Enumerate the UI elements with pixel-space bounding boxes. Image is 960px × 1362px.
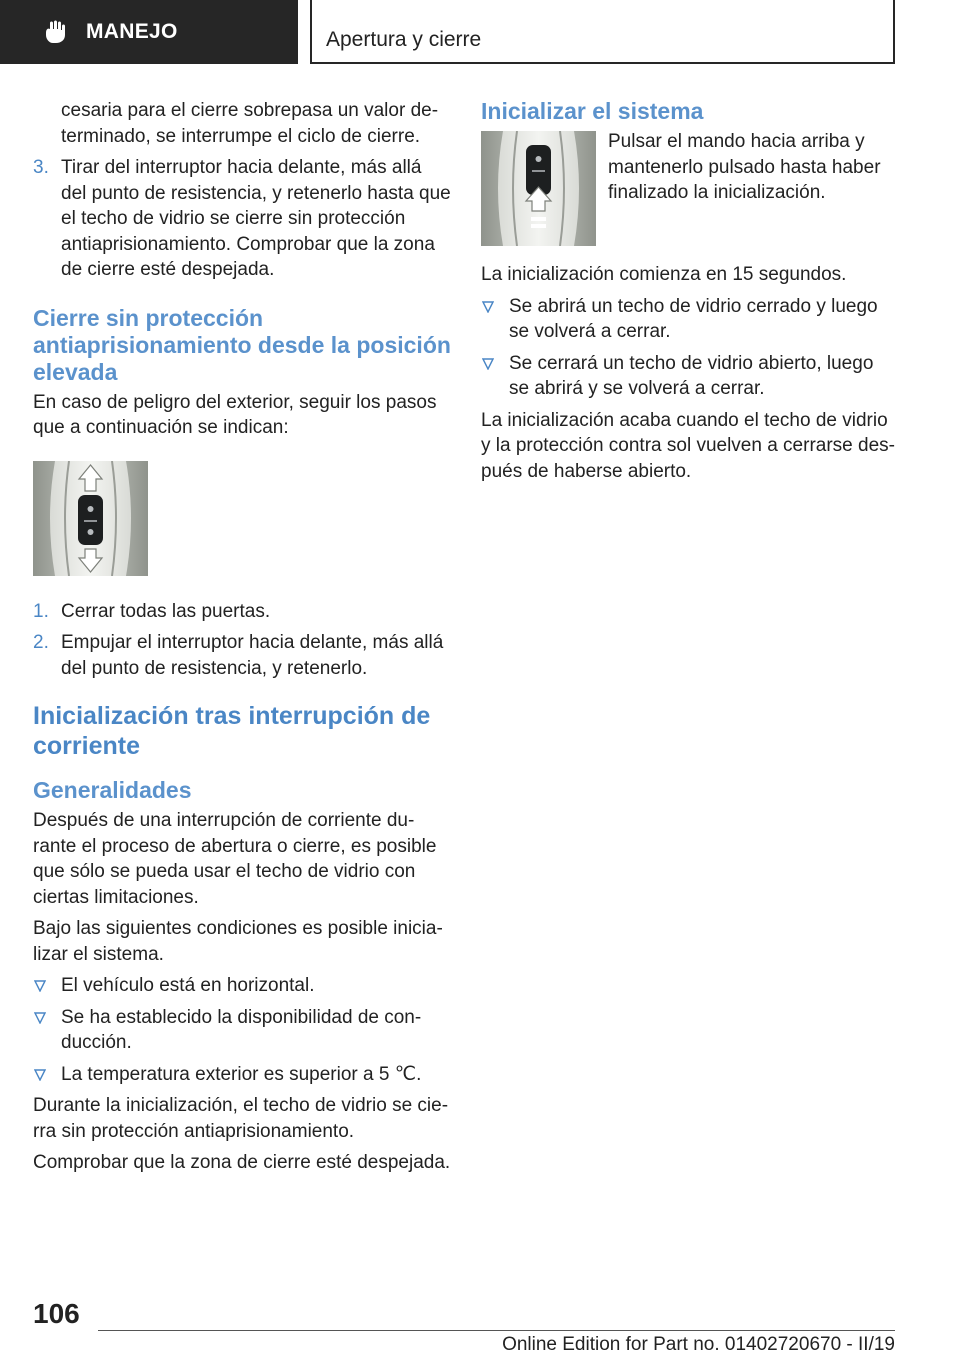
bullet-text: Se ha establecido la disponibilidad de conducción. (61, 1006, 422, 1053)
section-intro: En caso de peligro del exterior, seguir los pasos que a continuación se indican: (33, 391, 437, 438)
sub-heading-general: Generalidades (33, 777, 192, 803)
step-text: Cerrar todas las puertas. (61, 600, 271, 622)
switch-push-forward-image (33, 461, 148, 576)
list-item (33, 1062, 451, 1088)
list-item (481, 294, 895, 345)
paragraph: Durante la inicialización, el techo de vidrio se cierra sin protección antiaprisionamiento. (33, 1095, 449, 1142)
bullet-triangle-icon (482, 301, 494, 313)
header-right-border (893, 0, 895, 64)
list-item (33, 1005, 451, 1056)
bullet-triangle-icon (482, 358, 494, 370)
list-item (481, 351, 895, 402)
section-label: MANEJO (86, 20, 178, 43)
image-with-caption (481, 131, 895, 246)
paragraph: Comprobar que la zona de cierre esté despejada. (33, 1152, 451, 1173)
footer-rule (98, 1330, 895, 1331)
paragraph: La inicialización comienza en 15 segundos. (481, 264, 847, 285)
bullet-text: La temperatura exterior es superior a 5 ℃. (61, 1063, 422, 1085)
step-number: 2. (33, 632, 49, 653)
paragraph: Después de una interrupción de corriente durante el proceso de abertura o cierre, es posible que sólo se pueda usar el techo de vidrio con ciertas limitaciones. (33, 810, 437, 908)
page-number: 106 (33, 1298, 80, 1329)
image-caption: Pulsar el mando hacia arriba y mantenerlo pulsado hasta haber finalizado la inicialización. (608, 131, 881, 203)
left-column (33, 98, 451, 1182)
list-item (33, 973, 451, 999)
bullet-triangle-icon (34, 980, 46, 992)
continued-paragraph: cesaria para el cierre sobrepasa un valor determinado, se interrumpe el ciclo de cierre. (61, 100, 439, 147)
section-heading-init-system: Inicializar el sistema (481, 98, 704, 124)
list-item (33, 630, 451, 681)
step-text: Empujar el interruptor hacia delante, más allá del punto de resistencia, y retenerlo. (61, 632, 444, 679)
step-list (33, 599, 451, 682)
init-effects-list (481, 294, 895, 402)
header-bottom-border (310, 62, 895, 64)
page-header (0, 0, 960, 66)
section-heading-initialization: Inicialización tras interrupción de corriente (33, 702, 431, 760)
header-divider (310, 0, 312, 64)
bullet-text: Se abrirá un techo de vidrio cerrado y luego se volverá a cerrar. (509, 295, 878, 342)
step-number: 3. (33, 157, 49, 178)
conditions-list (33, 973, 451, 1087)
list-item (33, 155, 451, 283)
list-item (33, 599, 451, 625)
paragraph: La inicialización acaba cuando el techo de vidrio y la protección contra sol vuelven a cerrarse después de haberse abierto. (481, 409, 895, 482)
section-heading-closing: Cierre sin protección antiaprisionamiento desde la posición elevada (33, 304, 451, 385)
chapter-title: Apertura y cierre (326, 28, 482, 51)
step-list-continued (33, 155, 451, 283)
switch-pull-up-image (481, 131, 596, 246)
paragraph: Bajo las siguientes condiciones es posible inicializar el sistema. (33, 918, 443, 965)
bullet-triangle-icon (34, 1069, 46, 1081)
right-column (481, 98, 895, 490)
bullet-triangle-icon (34, 1012, 46, 1024)
bullet-text: Se cerrará un techo de vidrio abierto, luego se abrirá y se volverá a cerrar. (509, 352, 874, 399)
step-number: 1. (33, 600, 49, 622)
section-tab (0, 0, 298, 64)
steering-hand-icon (42, 19, 68, 45)
edition-note: Online Edition for Part no. 01402720670 - II/19 (502, 1334, 895, 1355)
step-text: Tirar del interruptor hacia delante, más allá del punto de resistencia, y retenerlo hasta que el techo de vidrio se cierre sin protección antiaprisionamiento. Comprobar que la zona de cierre esté despejada. (61, 157, 451, 280)
bullet-text: El vehículo está en horizontal. (61, 975, 315, 996)
